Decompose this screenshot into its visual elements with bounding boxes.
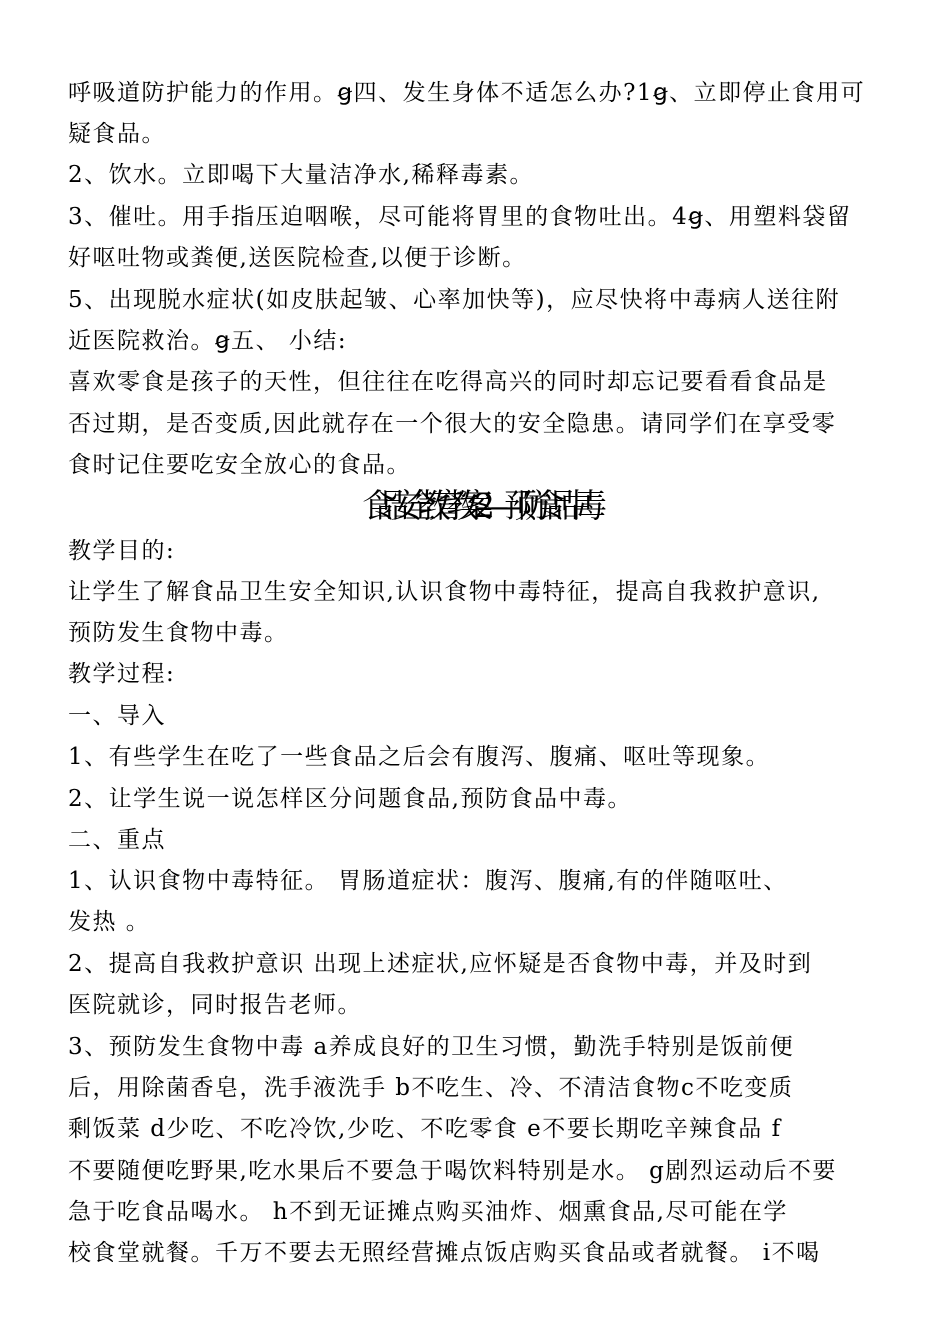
text-line: 2、让学生说一说怎样区分问题食品,预防食品中毒。 [68,786,632,812]
text-line: 一、导入 [68,703,166,729]
text-line: 2、提高自我救护意识 出现上述症状,应怀疑是否食物中毒，并及时到 [68,951,813,977]
text-line: 疑食品。 [68,121,166,147]
text-line: 教学过程: [68,661,176,687]
text-line: 急于吃食品喝水。 h不到无证摊点购买油炸、烟熏食品,尽可能在学 [68,1199,788,1225]
text-line: 3、预防发生食物中毒 a养成良好的卫生习惯，勤洗手特别是饭前便 [68,1034,795,1060]
text-line: 2、饮水。立即喝下大量洁净水,稀释毒素。 [68,162,534,188]
text-line: 医院就诊，同时报告老师。 [68,992,362,1018]
text-line: 教学目的: [68,538,176,564]
text-line: 不要随便吃野果,吃水果后不要急于喝饮料特别是水。 g剧烈运动后不要 [68,1158,837,1184]
section-title: 食品安全教育教案2——预防食品中毒 [362,486,588,525]
text-line: 后，用除菌香皂，洗手液洗手 b不吃生、冷、不清洁食物c不吃变质 [68,1075,794,1101]
text-line: 3、催吐。用手指压迫咽喉，尽可能将胃里的食物吐出。4ꞡ、用塑料袋留 [68,204,852,230]
text-line: 二、重点 [68,827,166,853]
text-line: 食时记住要吃安全放心的食品。 [68,452,411,478]
text-line: 1、有些学生在吃了一些食品之后会有腹泻、腹痛、呕吐等现象。 [68,744,771,770]
text-line: 1、认识食物中毒特征。 胃肠道症状：腹泻、腹痛,有的伴随呕吐、 [68,868,788,894]
text-line: 好呕吐物或粪便,送医院检查,以便于诊断。 [68,245,527,271]
text-line: 预防发生食物中毒。 [68,620,289,646]
text-line: 剩饭菜 d少吃、不吃冷饮,少吃、不吃零食 e不要长期吃辛辣食品 f [68,1116,782,1142]
text-line: 近医院救治。ꞡ五、 小结: [68,328,348,354]
text-line: 让学生了解食品卫生安全知识,认识食物中毒特征，提高自我救护意识, [68,579,821,605]
text-line: 发热 。 [68,909,151,935]
text-line: 否过期，是否变质,因此就存在一个很大的安全隐患。请同学们在享受零 [68,411,837,437]
text-line: 5、出现脱水症状(如皮肤起皱、心率加快等)，应尽快将中毒病人送往附 [68,287,841,313]
text-line: 校食堂就餐。千万不要去无照经营摊点饭店购买食品或者就餐。 i不喝 [68,1240,821,1266]
text-line: 呼吸道防护能力的作用。ꞡ四、发生身体不适怎么办?1ꞡ、立即停止食用可 [68,80,866,106]
text-line: 喜欢零食是孩子的天性，但往往在吃得高兴的同时却忘记要看看食品是 [68,369,828,395]
